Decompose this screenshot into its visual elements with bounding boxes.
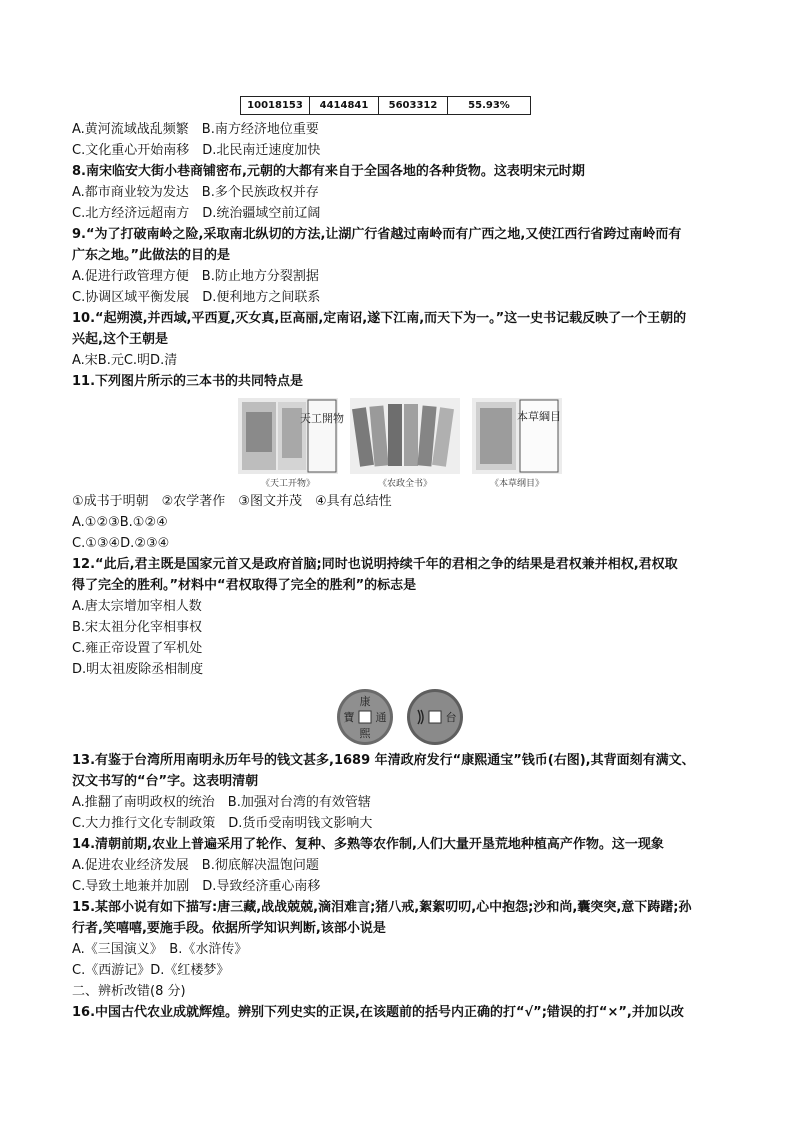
q15-option-ab: A.《三国演义》 B.《水浒传》 [72, 942, 248, 957]
table-cell: 5603312 [379, 97, 448, 115]
exam-page [72, 96, 728, 1023]
tiangong-kaiwu-image [238, 398, 344, 474]
q11-option-ab: A.①②③B.①②④ [72, 515, 168, 530]
q9-stem-line1: 9.“为了打破南岭之险,采取南北纵切的方法,让湖广行省越过南岭而有广西之地,又使江西行省跨过南岭而有 [72, 227, 682, 242]
book-caption: 《天工开物》 [260, 479, 315, 489]
q10-stem-line1: 10.“起朔漠,并西域,平西夏,灭女真,臣高丽,定南诏,遂下江南,而天下为一。”这一史书记载反映了一个王朝的 [72, 311, 687, 326]
coin-char: 台 [445, 711, 457, 724]
book-figures [72, 398, 728, 489]
coin-char: 通 [375, 711, 387, 724]
bencao-gangmu-image [472, 398, 562, 474]
book-cover-title: 本草綱目 [517, 410, 561, 423]
book-caption: 《本草纲目》 [489, 479, 544, 489]
coin-char: 康 [359, 695, 371, 708]
book-cover-title: 天工開物 [300, 412, 344, 425]
q12-option-d: D.明太祖废除丞相制度 [72, 662, 204, 677]
q15-stem-line2: 行者,笑嘻嘻,要施手段。依据所学知识判断,该部小说是 [72, 921, 386, 936]
table-cell: 10018153 [241, 97, 310, 115]
q8-option-ab: A.都市商业较为发达 B.多个民族政权并存 [72, 185, 319, 200]
q7-option-ab: A.黄河流域战乱频繁 B.南方经济地位重要 [72, 122, 319, 137]
q11-option-cd: C.①③④D.②③④ [72, 536, 170, 551]
q12-option-a: A.唐太宗增加宰相人数 [72, 599, 202, 614]
q13-option-ab: A.推翻了南明政权的统治 B.加强对台湾的有效管辖 [72, 795, 371, 810]
population-table [240, 96, 531, 115]
q16-stem: 16.中国古代农业成就辉煌。辨别下列史实的正误,在该题前的括号内正确的打“√”;错误的打“×”,并加以改 [72, 1005, 684, 1020]
section-heading: 二、辨析改错(8 分) [72, 984, 186, 999]
q12-stem-line1: 12.“此后,君主既是国家元首又是政府首脑;同时也说明持续千年的君相之争的结果是君权兼并相权,君权取 [72, 557, 678, 572]
coin-front-image [336, 688, 394, 746]
coin-char: 寶 [343, 711, 355, 724]
q12-option-b: B.宋太祖分化宰相事权 [72, 620, 203, 635]
q7-option-cd: C.文化重心开始南移 D.北民南迁速度加快 [72, 143, 321, 158]
table-cell: 4414841 [310, 97, 379, 115]
q14-stem: 14.清朝前期,农业上普遍采用了轮作、复种、多熟等农作制,人们大量开垦荒地种植高产作物。这一现象 [72, 837, 664, 852]
q13-stem-line2: 汉文书写的“台”字。这表明清朝 [72, 774, 259, 789]
book-nongzheng-quanshu [350, 398, 460, 489]
table-cell: 55.93% [448, 97, 531, 115]
nongzheng-quanshu-image [350, 398, 460, 474]
q8-stem: 8.南宋临安大街小巷商铺密布,元朝的大都有来自于全国各地的各种货物。这表明宋元时期 [72, 164, 585, 179]
book-bencao-gangmu [472, 398, 562, 489]
q9-stem-line2: 广东之地。”此做法的目的是 [72, 248, 231, 263]
q14-option-cd: C.导致土地兼并加剧 D.导致经济重心南移 [72, 879, 321, 894]
q8-option-cd: C.北方经济远超南方 D.统治疆域空前辽阔 [72, 206, 321, 221]
q12-stem-line2: 得了完全的胜利。”材料中“君权取得了完全的胜利”的标志是 [72, 578, 417, 593]
book-tiangong-kaiwu [238, 398, 344, 489]
q14-option-ab: A.促进农业经济发展 B.彻底解决温饱问题 [72, 858, 319, 873]
q12-option-c: C.雍正帝设置了军机处 [72, 641, 203, 656]
q9-option-cd: C.协调区域平衡发展 D.便利地方之间联系 [72, 290, 321, 305]
q13-option-cd: C.大力推行文化专制政策 D.货币受南明钱文影响大 [72, 816, 373, 831]
q11-statements: ①成书于明朝 ②农学著作 ③图文并茂 ④具有总结性 [72, 494, 392, 509]
q13-stem-line1: 13.有鉴于台湾所用南明永历年号的钱文甚多,1689 年清政府发行“康熙通宝”钱币(右图),其背面刻有满文、 [72, 753, 695, 768]
q10-stem-line2: 兴起,这个王朝是 [72, 332, 168, 347]
q10-options: A.宋B.元C.明D.清 [72, 353, 178, 368]
q15-option-cd: C.《西游记》D.《红楼梦》 [72, 963, 230, 978]
book-caption: 《农政全书》 [377, 479, 432, 489]
q11-stem: 11.下列图片所示的三本书的共同特点是 [72, 374, 304, 389]
q15-stem-line1: 15.某部小说有如下描写:唐三藏,战战兢兢,滴泪难言;猪八戒,絮絮叨叨,心中抱怨;沙和尚,囊突突,意下踌躇;孙 [72, 900, 692, 915]
kangxi-coins-figure [72, 688, 728, 746]
table-row [241, 97, 531, 115]
coin-back-image [406, 688, 464, 746]
coin-char: 熙 [359, 727, 371, 740]
q9-option-ab: A.促进行政管理方便 B.防止地方分裂割据 [72, 269, 319, 284]
